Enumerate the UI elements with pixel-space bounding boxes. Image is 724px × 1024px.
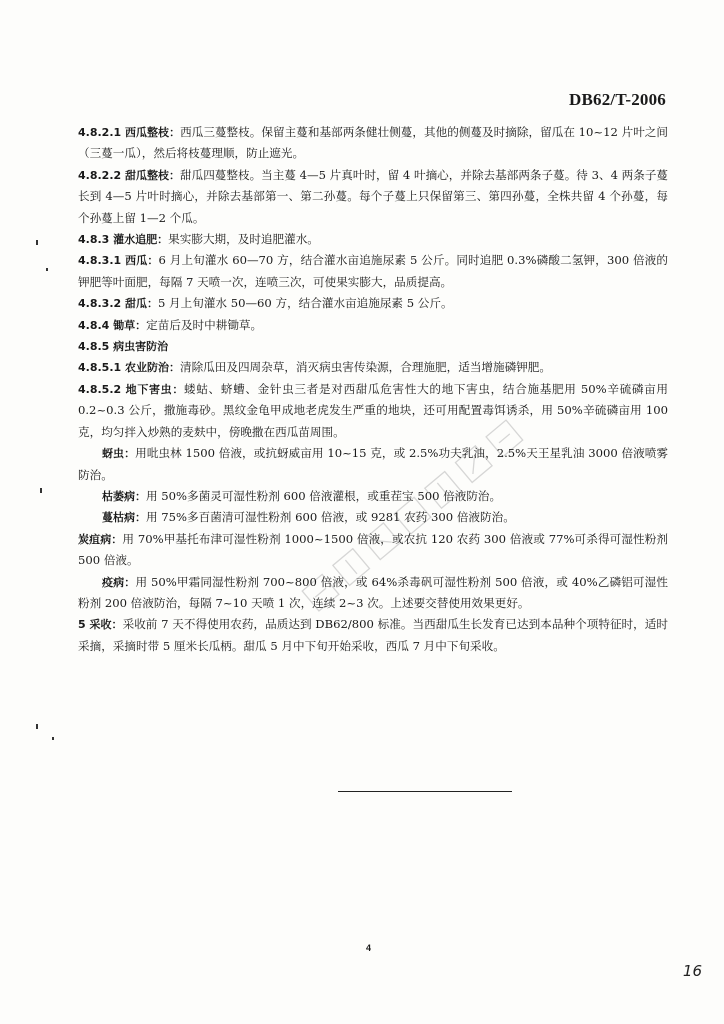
clause-text: 6 月上旬灌水 60—70 方，结合灌水亩追施尿素 5 公斤。同时追肥 0.3%磷酸二氢钾，300 倍液的钾肥等叶面肥，每隔 7 天喷一次，连喷三次，可使果实膨大，品质提高。 bbox=[78, 253, 669, 289]
clause-heading: 4.8.3.2 甜瓜： bbox=[78, 297, 158, 311]
clause-text: 西瓜三蔓整枝。保留主蔓和基部两条健壮侧蔓，其他的侧蔓及时摘除，留瓜在 10~12 片叶之间（三蔓一瓜），然后将枝蔓理顺，防止遮光。 bbox=[78, 125, 669, 161]
disease-text: 用 50%甲霜同湿性粉剂 700~800 倍液，或 64%杀毒矾可湿性粉剂 500 倍液，或 40%乙磷铝可湿性粉剂 200 倍液防治，每隔 7~10 天喷 1 次，连续 2~3 次。上述要交替使用效果更好。 bbox=[78, 574, 668, 610]
disease-heading: 炭疽病： bbox=[78, 532, 123, 546]
paragraph-wilt bbox=[78, 486, 668, 507]
paragraph-blight bbox=[78, 572, 668, 615]
paragraph-4-8-5-2 bbox=[78, 379, 668, 443]
disease-heading: 疫病： bbox=[102, 575, 136, 589]
scan-speck bbox=[52, 737, 54, 740]
document-body bbox=[78, 122, 668, 657]
disease-text: 用 50%多菌灵可湿性粉剂 600 倍液灌根，或重茬宝 500 倍液防治。 bbox=[146, 488, 502, 503]
clause-heading: 4.8.2.2 甜瓜整枝： bbox=[78, 168, 180, 182]
clause-heading: 4.8.3.1 西瓜： bbox=[78, 254, 159, 268]
clause-text: 清除瓜田及四周杂草，消灭病虫害传染源，合理施肥，适当增施磷钾肥。 bbox=[179, 360, 551, 375]
pest-heading: 蚜虫： bbox=[102, 447, 136, 461]
paragraph-4-8-5-1 bbox=[78, 357, 668, 378]
clause-heading: 4.8.5 病虫害防治 bbox=[78, 340, 169, 354]
paragraph-5-harvest bbox=[78, 614, 668, 657]
disease-heading: 蔓枯病： bbox=[102, 511, 146, 525]
clause-heading: 5 采收： bbox=[78, 618, 123, 632]
handwritten-page-mark: 16 bbox=[682, 962, 702, 980]
clause-text: 5 月上旬灌水 50—60 方，结合灌水亩追施尿素 5 公斤。 bbox=[157, 296, 453, 311]
paragraph-4-8-3 bbox=[78, 229, 668, 250]
paragraph-4-8-2-2 bbox=[78, 165, 668, 229]
page-number: 4 bbox=[366, 943, 372, 953]
end-of-standard-rule bbox=[338, 791, 512, 792]
paragraph-4-8-2-1 bbox=[78, 122, 668, 165]
paragraph-4-8-3-1 bbox=[78, 250, 668, 293]
clause-heading: 4.8.3 灌水追肥： bbox=[78, 233, 169, 247]
clause-heading: 4.8.5.2 地下害虫： bbox=[78, 382, 185, 396]
paragraph-vine-blight bbox=[78, 507, 668, 528]
clause-text: 蝼蛄、蛴螬、金针虫三者是对西甜瓜危害性大的地下害虫，结合施基肥用 50%辛硫磷亩用 0.2~0.3 公斤，撒施毒砂。黑纹金龟甲成地老虎发生严重的地块，还可用配置毒饵诱杀，用 50%辛硫磷亩用 100 克，均匀拌入炒熟的麦麸中，傍晚撒在西瓜苗周围。 bbox=[78, 381, 668, 439]
scan-speck bbox=[36, 724, 38, 729]
clause-text: 采收前 7 天不得使用农药，品质达到 DB62/800 标准。当西甜瓜生长发育已达到本品种个项特征时，适时采摘，采摘时带 5 厘米长瓜柄。甜瓜 5 月中下旬开始采收，西瓜 7 月中下旬采收。 bbox=[78, 617, 668, 653]
clause-heading: 4.8.5.1 农业防治： bbox=[78, 361, 180, 375]
scan-speck bbox=[40, 488, 42, 493]
disease-text: 用 75%多百菌清可湿性粉剂 600 倍液，或 9281 农药 300 倍液防治。 bbox=[146, 510, 515, 525]
clause-text: 果实膨大期，及时追肥灌水。 bbox=[168, 232, 319, 247]
paragraph-4-8-4 bbox=[78, 315, 668, 336]
paragraph-anthracnose bbox=[78, 529, 668, 572]
scan-speck bbox=[46, 268, 48, 271]
paragraph-4-8-3-2 bbox=[78, 293, 668, 314]
disease-text: 用 70%甲基托布津可湿性粉剂 1000~1500 倍液，或农抗 120 农药 300 倍液或 77%可杀得可湿性粉剂 500 倍液。 bbox=[78, 531, 668, 568]
document-code: DB62/T-2006 bbox=[569, 90, 666, 109]
scan-speck bbox=[36, 240, 38, 245]
paragraph-4-8-5 bbox=[78, 336, 668, 357]
pest-text: 用吡虫林 1500 倍液，或抗蚜威亩用 10~15 克，或 2.5%功夫乳油，2.5%天王星乳油 3000 倍液喷雾防治。 bbox=[78, 446, 668, 482]
clause-heading: 4.8.4 锄草： bbox=[78, 318, 147, 332]
clause-heading: 4.8.2.1 西瓜整枝： bbox=[78, 126, 181, 139]
paragraph-aphid bbox=[78, 443, 668, 486]
disease-heading: 枯萎病： bbox=[102, 489, 146, 503]
clause-text: 定苗后及时中耕锄草。 bbox=[146, 317, 263, 332]
clause-text: 甜瓜四蔓整枝。当主蔓 4—5 片真叶时，留 4 叶摘心，并除去基部两条子蔓。待 3、4 两条子蔓长到 4—5 片叶时摘心，并除去基部第一、第二孙蔓。每个子蔓上只保留第三、第四孙蔓，全株共留 4 个孙蔓，每个孙蔓上留 1—2 个瓜。 bbox=[78, 167, 669, 225]
